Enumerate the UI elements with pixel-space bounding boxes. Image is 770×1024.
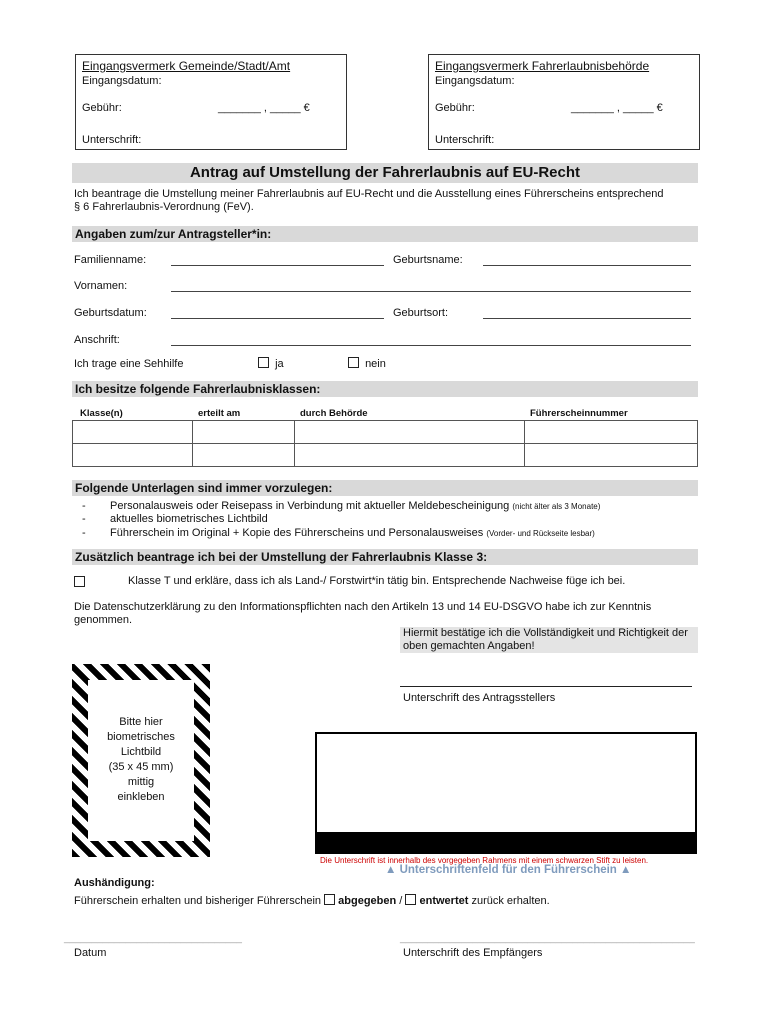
documents-heading: Folgende Unterlagen sind immer vorzulegen: bbox=[72, 480, 698, 496]
date-label: Datum bbox=[74, 947, 107, 959]
receipt-signature-label: Unterschrift: bbox=[82, 134, 142, 146]
address-label: Anschrift: bbox=[74, 334, 120, 346]
col-issued: erteilt am bbox=[198, 408, 241, 419]
privacy-text-line1: Die Datenschutzerklärung zu den Informationspflichten nach den Artikeln 13 und 14 EU-DSGVO habe ich zur Kenntnis bbox=[74, 601, 652, 613]
date-line[interactable]: ________________________________ bbox=[64, 933, 242, 944]
recipient-signature-line[interactable]: _____________________________________________________ bbox=[400, 933, 695, 944]
signature-note: Die Unterschrift ist innerhalb des vorgegeben Rahmens mit einem schwarzen Stift zu leisten. bbox=[320, 856, 649, 865]
first-names-label: Vornamen: bbox=[74, 280, 128, 292]
handover-text bbox=[74, 894, 550, 907]
table-row bbox=[73, 421, 698, 444]
receipt-signature-label: Unterschrift: bbox=[435, 134, 495, 146]
col-authority: durch Behörde bbox=[300, 408, 368, 419]
document-note: (nicht älter als 3 Monate) bbox=[512, 502, 601, 511]
family-name-label: Familienname: bbox=[74, 254, 147, 266]
address-input[interactable] bbox=[171, 345, 691, 346]
signature-field-label: ▲ Unterschriftenfeld für den Führerschein ▲ bbox=[385, 864, 632, 876]
classes-heading: Ich besitze folgende Fahrerlaubnisklassen: bbox=[72, 381, 698, 397]
applicant-signature-label: Unterschrift des Antragsstellers bbox=[403, 692, 556, 704]
birth-place-input[interactable] bbox=[483, 318, 691, 319]
birth-date-label: Geburtsdatum: bbox=[74, 307, 147, 319]
table-cell[interactable] bbox=[295, 421, 525, 444]
table-cell[interactable] bbox=[525, 421, 698, 444]
receipt-title: Eingangsvermerk Fahrerlaubnisbehörde bbox=[435, 59, 650, 73]
yes-label: ja bbox=[275, 358, 284, 370]
title-bar bbox=[72, 163, 698, 183]
document-item: - Personalausweis oder Reisepass in Verbindung mit aktueller Meldebescheinigung (nicht älter als 3 Monate) bbox=[82, 500, 601, 512]
receipt-fee-label: Gebühr: bbox=[435, 102, 475, 114]
table-cell[interactable] bbox=[193, 444, 295, 467]
receipt-title: Eingangsvermerk Gemeinde/Stadt/Amt bbox=[82, 59, 291, 73]
license-signature-field[interactable] bbox=[315, 732, 697, 854]
checkbox-yes[interactable] bbox=[258, 357, 269, 368]
birth-name-input[interactable] bbox=[483, 265, 691, 266]
signature-field-bottom-bar bbox=[317, 832, 695, 852]
first-names-input[interactable] bbox=[171, 291, 691, 292]
handover-text-end: zurück erhalten. bbox=[471, 895, 550, 907]
intro-text-line2: § 6 Fahrerlaubnis-Verordnung (FeV). bbox=[74, 201, 254, 213]
page-title: Antrag auf Umstellung der Fahrerlaubnis auf EU-Recht bbox=[189, 164, 581, 181]
table-cell[interactable] bbox=[525, 444, 698, 467]
table-cell[interactable] bbox=[73, 444, 193, 467]
class3-heading: Zusätzlich beantrage ich bei der Umstellung der Fahrerlaubnis Klasse 3: bbox=[72, 549, 698, 565]
confirmation-text: Hiermit bestätige ich die Vollständigkeit und Richtigkeit der oben gemachten Angaben! bbox=[400, 627, 698, 653]
applicant-heading: Angaben zum/zur Antragsteller*in: bbox=[72, 226, 698, 242]
photo-area[interactable] bbox=[88, 680, 194, 841]
birth-place-label: Geburtsort: bbox=[393, 307, 449, 319]
col-license-number: Führerscheinnummer bbox=[530, 408, 628, 419]
vision-aid-yes[interactable] bbox=[258, 357, 284, 370]
receipt-date-label: Eingangsdatum: bbox=[82, 75, 162, 87]
document-text: aktuelles biometrisches Lichtbild bbox=[110, 513, 268, 525]
handover-separator: / bbox=[399, 895, 403, 907]
receipt-box-authority bbox=[428, 54, 700, 150]
receipt-fee-field[interactable]: _______ , _____ € bbox=[218, 102, 310, 114]
checkbox-submitted[interactable] bbox=[324, 894, 335, 905]
classes-table bbox=[72, 420, 698, 467]
family-name-input[interactable] bbox=[171, 265, 384, 266]
photo-instructions: Bitte hier biometrisches Lichtbild (35 x 45 mm) mittig einkleben bbox=[107, 716, 175, 803]
col-class: Klasse(n) bbox=[80, 408, 123, 419]
receipt-date-label: Eingangsdatum: bbox=[435, 75, 515, 87]
table-cell[interactable] bbox=[295, 444, 525, 467]
receipt-fee-field[interactable]: _______ , _____ € bbox=[571, 102, 663, 114]
birth-date-input[interactable] bbox=[171, 318, 384, 319]
table-row bbox=[73, 444, 698, 467]
no-label: nein bbox=[365, 358, 386, 370]
vision-aid-label: Ich trage eine Sehhilfe bbox=[74, 358, 184, 370]
document-note: (Vorder- und Rückseite lesbar) bbox=[486, 529, 595, 538]
receipt-box-municipality bbox=[75, 54, 347, 150]
signature-line[interactable] bbox=[400, 686, 692, 687]
recipient-signature-label: Unterschrift des Empfängers bbox=[403, 947, 543, 959]
class3-option: Klasse T und erkläre, dass ich als Land-/ Forstwirt*in tätig bin. Entsprechende Nachweise füge ich bei. bbox=[128, 575, 626, 587]
photo-frame bbox=[72, 664, 210, 857]
class3-checkbox[interactable] bbox=[74, 576, 85, 587]
vision-aid-no[interactable] bbox=[348, 357, 386, 370]
document-text: Personalausweis oder Reisepass in Verbindung mit aktueller Meldebescheinigung bbox=[110, 500, 510, 512]
checkbox-no[interactable] bbox=[348, 357, 359, 368]
option-invalidated: entwertet bbox=[419, 895, 469, 907]
receipt-fee-label: Gebühr: bbox=[82, 102, 122, 114]
document-item: - aktuelles biometrisches Lichtbild bbox=[82, 513, 268, 525]
handover-text-start: Führerschein erhalten und bisheriger Führerschein bbox=[74, 895, 322, 907]
birth-name-label: Geburtsname: bbox=[393, 254, 463, 266]
handover-heading: Aushändigung: bbox=[74, 877, 155, 889]
document-text: Führerschein im Original + Kopie des Führerscheins und Personalausweises bbox=[110, 527, 484, 539]
document-item: - Führerschein im Original + Kopie des Führerscheins und Personalausweises (Vorder- und Rückseite lesbar) bbox=[82, 527, 595, 539]
privacy-text-line2: genommen. bbox=[74, 614, 133, 626]
table-cell[interactable] bbox=[193, 421, 295, 444]
intro-text-line1: Ich beantrage die Umstellung meiner Fahrerlaubnis auf EU-Recht und die Ausstellung eines Führerscheins entsprechend bbox=[74, 188, 664, 200]
option-submitted: abgegeben bbox=[338, 895, 397, 907]
table-cell[interactable] bbox=[73, 421, 193, 444]
checkbox-invalidated[interactable] bbox=[405, 894, 416, 905]
